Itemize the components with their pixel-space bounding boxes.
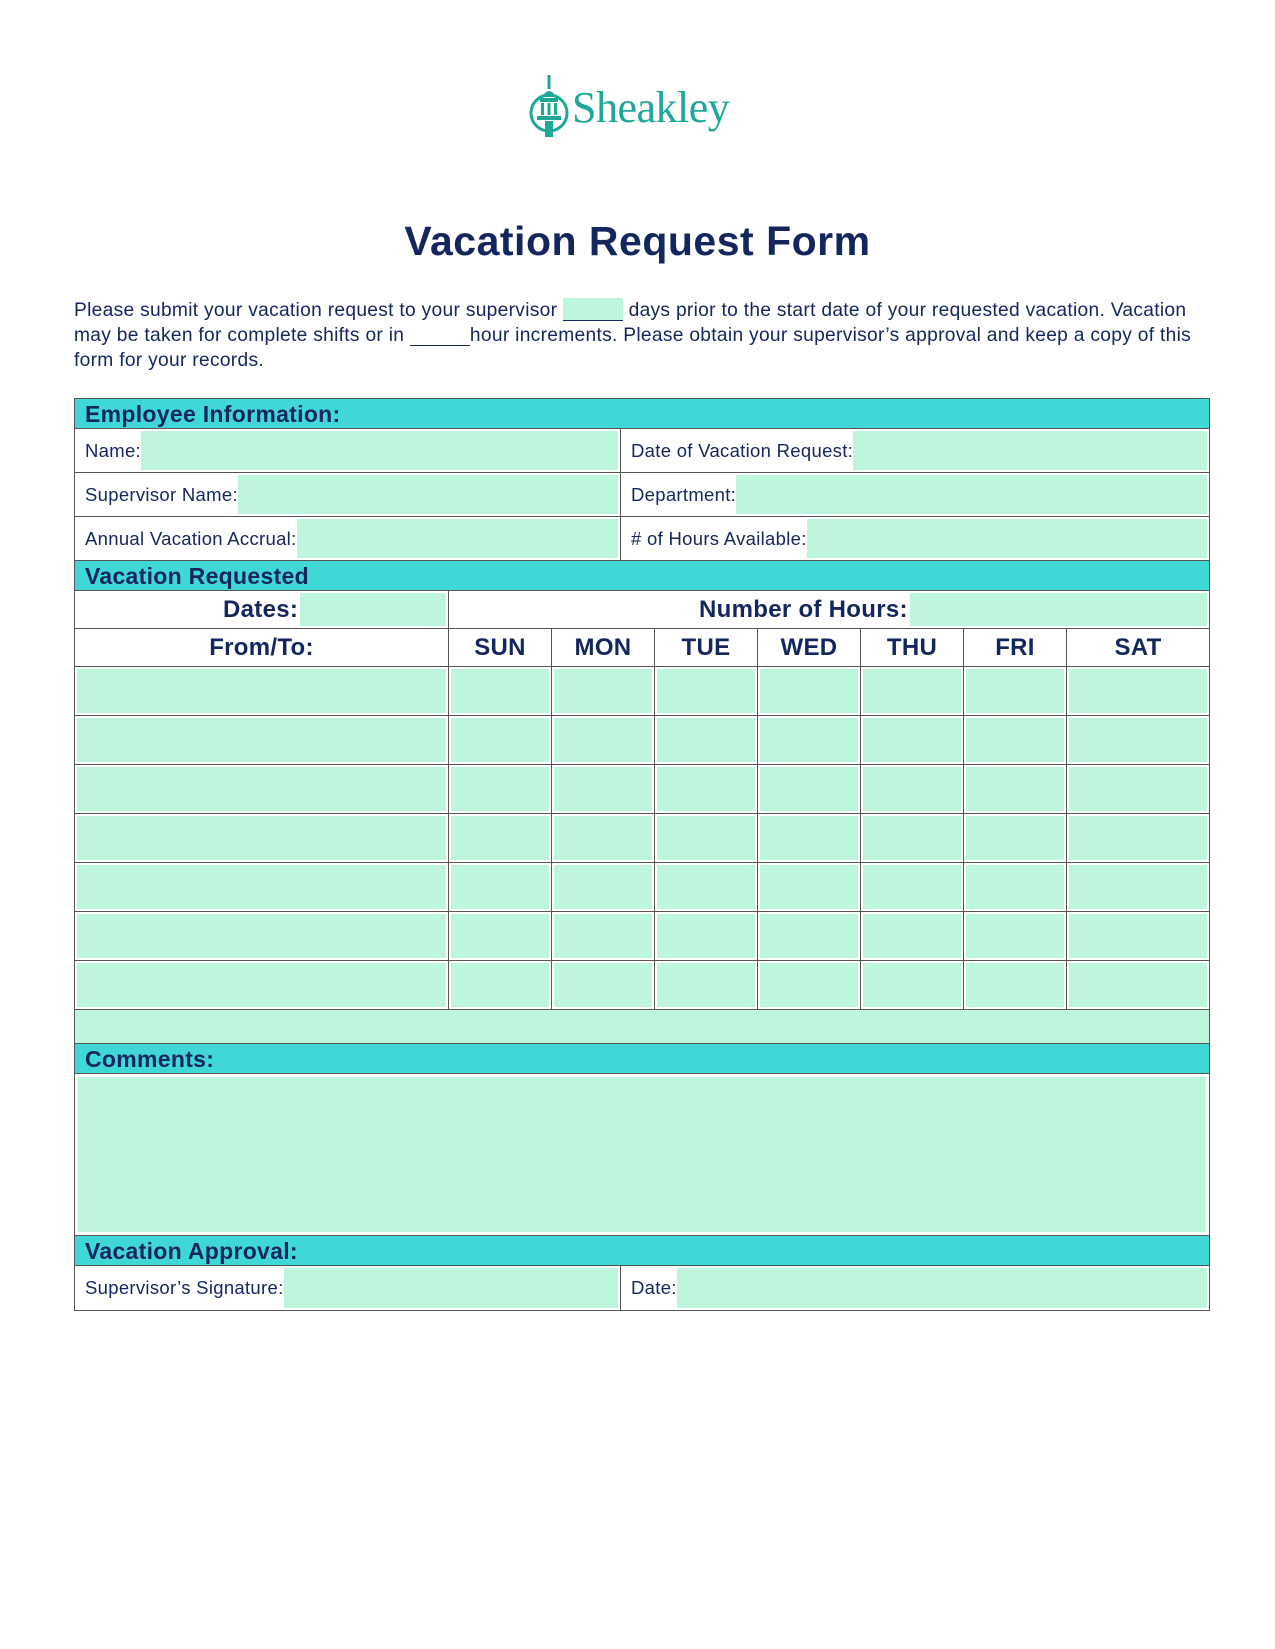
wed-cell <box>757 863 860 911</box>
day-header-thu: THU <box>860 629 963 666</box>
page-title: Vacation Request Form <box>404 218 871 264</box>
mon-cell <box>551 667 654 715</box>
wed-cell <box>757 765 860 813</box>
from-to-cell <box>75 716 448 764</box>
vacation-form <box>74 398 1210 1311</box>
mon-cell <box>551 814 654 862</box>
employee-info-heading: Employee Information: <box>75 399 1209 429</box>
supervisor-field[interactable] <box>238 475 618 514</box>
fri-field[interactable] <box>966 669 1064 713</box>
date-request-label: Date of Vacation Request: <box>631 439 854 461</box>
hours-available-label: # of Hours Available: <box>631 527 807 549</box>
instructions-text-2: days prior to the start date of your requested vacation. Vacation may be taken for complete shifts or in <box>74 300 1187 346</box>
thu-field[interactable] <box>863 963 961 1007</box>
grid-row <box>75 912 1209 961</box>
mon-cell <box>551 765 654 813</box>
sun-cell <box>448 716 551 764</box>
day-header-mon: MON <box>551 629 654 666</box>
approval-date-label: Date: <box>631 1277 677 1298</box>
from-to-field[interactable] <box>77 914 446 958</box>
thu-field[interactable] <box>863 914 961 958</box>
thu-field[interactable] <box>863 767 961 811</box>
date-request-cell <box>620 429 1209 472</box>
wed-cell <box>757 716 860 764</box>
instructions-text-3: hour increments. Please obtain your supervisor’s approval and keep a copy of this form for your records. <box>74 325 1192 371</box>
sat-field[interactable] <box>1069 669 1207 713</box>
thu-field[interactable] <box>863 718 961 762</box>
hours-label: Number of Hours: <box>699 595 908 623</box>
tue-cell <box>654 961 757 1009</box>
from-to-cell <box>75 765 448 813</box>
number-of-hours-cell <box>448 591 1209 628</box>
approval-row <box>75 1266 1209 1310</box>
tue-cell <box>654 765 757 813</box>
comments-heading: Comments: <box>75 1044 1209 1074</box>
sat-cell <box>1066 814 1209 862</box>
wed-field[interactable] <box>760 718 858 762</box>
from-to-header: From/To: <box>209 633 314 661</box>
approval-date-field[interactable] <box>677 1268 1207 1308</box>
wed-cell <box>757 961 860 1009</box>
sat-field[interactable] <box>1069 767 1207 811</box>
thu-field[interactable] <box>863 816 961 860</box>
fri-field[interactable] <box>966 865 1064 909</box>
fri-cell <box>963 667 1066 715</box>
day-header-fri: FRI <box>963 629 1066 666</box>
tue-field[interactable] <box>657 914 755 958</box>
fri-field[interactable] <box>966 963 1064 1007</box>
wed-field[interactable] <box>760 767 858 811</box>
from-to-field[interactable] <box>77 963 446 1007</box>
from-to-cell <box>75 961 448 1009</box>
fri-cell <box>963 863 1066 911</box>
sat-field[interactable] <box>1069 816 1207 860</box>
sat-cell <box>1066 912 1209 960</box>
sun-field[interactable] <box>451 914 549 958</box>
grid-row <box>75 765 1209 814</box>
capitol-dome-icon <box>528 73 570 139</box>
thu-field[interactable] <box>863 865 961 909</box>
grid-row <box>75 863 1209 912</box>
tue-field[interactable] <box>657 963 755 1007</box>
sat-cell <box>1066 716 1209 764</box>
instructions-text-1: Please submit your vacation request to your supervisor <box>74 300 563 321</box>
sat-cell <box>1066 863 1209 911</box>
fri-cell <box>963 716 1066 764</box>
sun-field[interactable] <box>451 669 549 713</box>
vacation-days-grid <box>75 667 1209 1010</box>
sat-cell <box>1066 765 1209 813</box>
instructions-paragraph <box>74 298 1214 373</box>
mon-cell <box>551 961 654 1009</box>
day-header-sat: SAT <box>1066 629 1209 666</box>
tue-cell <box>654 912 757 960</box>
name-cell <box>75 429 620 472</box>
sun-field[interactable] <box>451 963 549 1007</box>
thu-cell <box>860 667 963 715</box>
dates-hours-row <box>75 591 1209 629</box>
tue-field[interactable] <box>657 718 755 762</box>
from-to-cell <box>75 912 448 960</box>
wed-field[interactable] <box>760 963 858 1007</box>
hour-increment-blank[interactable] <box>410 323 470 346</box>
signature-label: Supervisor’s Signature: <box>85 1277 284 1298</box>
from-to-field[interactable] <box>77 816 446 860</box>
mon-field[interactable] <box>554 865 652 909</box>
thu-cell <box>860 814 963 862</box>
sun-cell <box>448 912 551 960</box>
dates-field[interactable] <box>300 593 446 626</box>
from-to-cell <box>75 814 448 862</box>
wed-cell <box>757 912 860 960</box>
grid-row <box>75 716 1209 765</box>
comments-box <box>75 1074 1209 1236</box>
accrual-label: Annual Vacation Accrual: <box>85 527 297 549</box>
department-label: Department: <box>631 483 737 505</box>
tue-cell <box>654 716 757 764</box>
accrual-cell <box>75 517 620 560</box>
fri-field[interactable] <box>966 718 1064 762</box>
approval-date-cell <box>620 1266 1209 1310</box>
days-prior-field[interactable] <box>563 298 623 321</box>
sun-field[interactable] <box>451 767 549 811</box>
sun-field[interactable] <box>451 865 549 909</box>
wed-field[interactable] <box>760 865 858 909</box>
wed-field[interactable] <box>760 669 858 713</box>
date-request-field[interactable] <box>853 431 1207 470</box>
thu-cell <box>860 961 963 1009</box>
from-to-cell <box>75 863 448 911</box>
mon-field[interactable] <box>554 914 652 958</box>
grid-row <box>75 961 1209 1010</box>
fri-cell <box>963 961 1066 1009</box>
tue-cell <box>654 667 757 715</box>
name-label: Name: <box>85 439 141 461</box>
name-field[interactable] <box>141 431 618 470</box>
fri-field[interactable] <box>966 816 1064 860</box>
employee-row-3 <box>75 517 1209 561</box>
tue-field[interactable] <box>657 767 755 811</box>
grid-row <box>75 667 1209 716</box>
grid-row <box>75 814 1209 863</box>
day-header-sun: SUN <box>448 629 551 666</box>
department-field[interactable] <box>736 475 1207 514</box>
mon-field[interactable] <box>554 669 652 713</box>
from-to-field[interactable] <box>77 865 446 909</box>
sat-field[interactable] <box>1069 865 1207 909</box>
sun-field[interactable] <box>451 816 549 860</box>
mon-field[interactable] <box>554 963 652 1007</box>
wed-cell <box>757 814 860 862</box>
mon-field[interactable] <box>554 816 652 860</box>
sun-cell <box>448 961 551 1009</box>
tue-field[interactable] <box>657 865 755 909</box>
sat-field[interactable] <box>1069 963 1207 1007</box>
sun-cell <box>448 765 551 813</box>
hours-available-field[interactable] <box>807 519 1207 558</box>
fri-field[interactable] <box>966 767 1064 811</box>
accrual-field[interactable] <box>297 519 618 558</box>
fri-cell <box>963 765 1066 813</box>
sat-field[interactable] <box>1069 914 1207 958</box>
from-to-field[interactable] <box>77 669 446 713</box>
grid-footer-row <box>75 1010 1209 1044</box>
wed-cell <box>757 667 860 715</box>
fri-field[interactable] <box>966 914 1064 958</box>
vacation-approval-heading: Vacation Approval: <box>75 1236 1209 1266</box>
tue-cell <box>654 863 757 911</box>
supervisor-cell <box>75 473 620 516</box>
department-cell <box>620 473 1209 516</box>
days-header-row <box>75 629 1209 667</box>
sun-cell <box>448 863 551 911</box>
sun-cell <box>448 667 551 715</box>
mon-field[interactable] <box>554 767 652 811</box>
mon-cell <box>551 716 654 764</box>
mon-field[interactable] <box>554 718 652 762</box>
thu-cell <box>860 863 963 911</box>
from-to-field[interactable] <box>77 767 446 811</box>
sat-field[interactable] <box>1069 718 1207 762</box>
supervisor-label: Supervisor Name: <box>85 483 238 505</box>
number-of-hours-field[interactable] <box>910 593 1207 626</box>
tue-field[interactable] <box>657 816 755 860</box>
fri-cell <box>963 814 1066 862</box>
wed-field[interactable] <box>760 816 858 860</box>
comments-field[interactable] <box>78 1077 1206 1232</box>
thu-field[interactable] <box>863 669 961 713</box>
from-to-cell <box>75 667 448 715</box>
hours-available-cell <box>620 517 1209 560</box>
day-header-tue: TUE <box>654 629 757 666</box>
mon-cell <box>551 863 654 911</box>
company-logo <box>528 70 729 142</box>
wed-field[interactable] <box>760 914 858 958</box>
thu-cell <box>860 716 963 764</box>
sun-field[interactable] <box>451 718 549 762</box>
employee-row-2 <box>75 473 1209 517</box>
thu-cell <box>860 765 963 813</box>
signature-cell <box>75 1266 620 1310</box>
dates-cell <box>75 591 448 628</box>
sat-cell <box>1066 667 1209 715</box>
day-header-wed: WED <box>757 629 860 666</box>
signature-field[interactable] <box>284 1268 618 1308</box>
mon-cell <box>551 912 654 960</box>
tue-field[interactable] <box>657 669 755 713</box>
vacation-requested-heading: Vacation Requested <box>75 561 1209 591</box>
tue-cell <box>654 814 757 862</box>
dates-label: Dates: <box>223 595 299 623</box>
from-to-field[interactable] <box>77 718 446 762</box>
fri-cell <box>963 912 1066 960</box>
sat-cell <box>1066 961 1209 1009</box>
logo-wordmark: Sheakley <box>572 82 730 132</box>
thu-cell <box>860 912 963 960</box>
sun-cell <box>448 814 551 862</box>
employee-row-1 <box>75 429 1209 473</box>
